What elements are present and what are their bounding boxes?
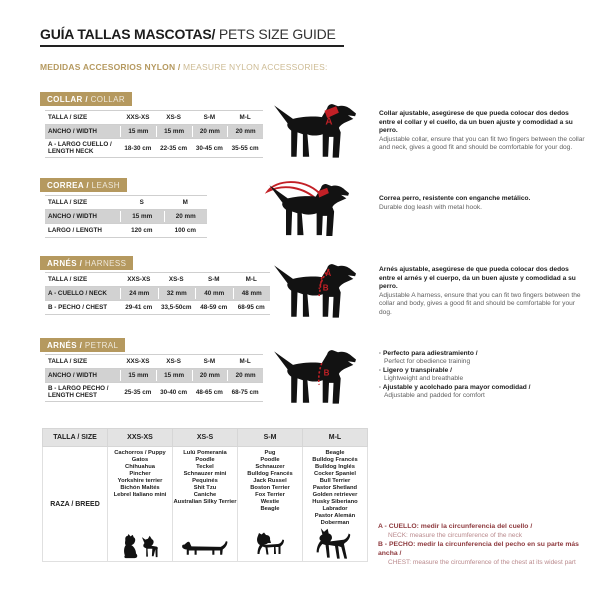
leash-header-es: CORREA / <box>47 180 90 190</box>
row-label: ANCHO / WIDTH <box>48 127 97 135</box>
chihuahua-silhouette-icon <box>141 535 161 560</box>
dog-harness-illustration <box>266 260 374 332</box>
breed-item: Golden retriever <box>312 492 358 498</box>
doberman-silhouette-icon <box>314 527 356 563</box>
page-subtitle <box>40 62 328 72</box>
table-row <box>45 224 207 238</box>
table-cell: 40 mm <box>195 288 233 299</box>
row-label: B - LARGO PECHO / LENGTH CHEST <box>48 385 109 400</box>
table-row <box>45 111 263 125</box>
breed-list <box>312 450 357 527</box>
breed-item: Bulldog Francés <box>247 471 293 477</box>
table-cell: 48-65 cm <box>195 388 223 396</box>
breed-item: Australian Silky Terrier <box>173 499 237 505</box>
collar-description-es: Collar ajustable, asegúrese de que pueda colocar dos dedos entre el collar y el cuello, da un buen ajuste y comodidad a su perro. <box>379 110 573 135</box>
silhouette-row <box>181 540 229 561</box>
page-title-es: GUÍA TALLAS MASCOTAS/ <box>40 26 216 42</box>
breed-col-xs-s <box>173 447 238 561</box>
table-cell: XS-S <box>166 358 181 365</box>
breed-list <box>114 450 167 499</box>
table-cell: 20 mm <box>192 126 228 137</box>
table-cell: S-M <box>203 114 216 121</box>
breed-col-header: S-M <box>238 429 303 446</box>
breed-item: Labrador <box>322 506 348 512</box>
table-cell: 32 mm <box>158 288 196 299</box>
breed-table <box>42 428 368 562</box>
leash-section-header <box>40 178 127 192</box>
table-row <box>45 355 263 369</box>
table-cell: XXS-XS <box>126 114 150 121</box>
harness-section-header <box>40 256 133 270</box>
breed-list <box>173 450 236 506</box>
harness-header-es: ARNÉS / <box>47 258 83 268</box>
harness-table <box>45 272 270 315</box>
breed-item: Boston Terrier <box>250 485 290 491</box>
table-cell: 25-35 cm <box>124 388 152 396</box>
row-label: TALLA / SIZE <box>48 198 88 206</box>
breed-item: Fox Terrier <box>255 492 285 498</box>
table-row <box>45 301 270 315</box>
table-cell: 24 mm <box>120 288 158 299</box>
table-row <box>45 125 263 139</box>
table-cell: 15 mm <box>156 126 192 137</box>
breed-item: Pequinés <box>192 478 218 484</box>
breed-item: Bulldog Inglés <box>315 464 355 470</box>
row-label: B - PECHO / CHEST <box>48 303 108 311</box>
table-row <box>45 287 270 301</box>
table-cell: 120 cm <box>131 227 153 234</box>
breed-col-m-l <box>303 447 367 561</box>
table-cell: 30-40 cm <box>160 388 188 396</box>
table-cell: 15 mm <box>120 126 156 137</box>
silhouette-row <box>120 534 161 561</box>
table-cell: XXS-XS <box>127 276 151 283</box>
feature-en: Lightweight and breathable <box>384 375 464 383</box>
leash-header-en: LEASH <box>89 180 120 190</box>
breed-table-header <box>42 428 368 447</box>
row-label: LARGO / LENGTH <box>48 226 102 234</box>
harness-marker-b: B <box>322 283 329 293</box>
feature-es: · Ligero y transpirable / <box>379 366 452 374</box>
leash-description-es: Correa perro, resistente con enganche metálico. <box>379 195 531 202</box>
table-cell: 20 mm <box>164 211 208 222</box>
table-cell: 33,5-50cm <box>161 304 192 311</box>
table-cell: 20 mm <box>192 370 228 381</box>
table-cell: 68-75 cm <box>231 388 259 396</box>
table-row <box>45 210 207 224</box>
collar-description-en: Adjustable collar, ensure that you can fit two fingers between the collar and neck, gives a good fit and should be comfortable for your dog. <box>379 135 585 152</box>
leash-description <box>379 195 586 212</box>
page-title <box>40 26 344 47</box>
breed-item: Yorkshire terrier <box>117 478 163 484</box>
note-es: B - PECHO: medir la circunferencia del pecho en su parte más ancha / <box>378 541 579 557</box>
breed-item: Jack Russel <box>253 478 287 484</box>
harness-description-es: Arnés ajustable, asegúrese de que pueda colocar dos dedos entre el arnés y el cuerpo, da un buen ajuste y comodidad a su perro. <box>379 266 576 291</box>
table-cell: 68-95 cm <box>237 304 265 311</box>
table-cell: 29-41 cm <box>125 304 153 311</box>
breed-item: Teckel <box>196 464 214 470</box>
row-label: ANCHO / WIDTH <box>48 371 97 379</box>
table-cell: 15 mm <box>120 211 164 222</box>
note-es: A - CUELLO: medir la circunferencia del cuello / <box>378 523 533 530</box>
breed-item: Lulú Pomerania <box>183 450 227 456</box>
breed-list <box>247 450 292 513</box>
table-cell: 18-30 cm <box>124 144 152 152</box>
petral-section-header <box>40 338 125 352</box>
table-cell: 20 mm <box>227 126 263 137</box>
dog-leash-illustration <box>258 180 370 250</box>
breed-col-header: XXS-XS <box>108 429 173 446</box>
table-cell: M <box>182 199 188 206</box>
breed-col-header: XS-S <box>173 429 238 446</box>
breed-item: Schnauzer <box>255 464 285 470</box>
page-subtitle-en: MEASURE NYLON ACCESSORIES: <box>180 62 328 72</box>
breed-size-header: TALLA / SIZE <box>43 429 108 446</box>
measurement-notes <box>378 522 590 567</box>
breed-item: Lebrel Italiano mini <box>113 492 167 498</box>
breed-col-xxs-xs <box>108 447 173 561</box>
table-cell: S-M <box>203 358 216 365</box>
breed-item: Bichón Maltés <box>120 485 160 491</box>
note-en: NECK: measure the circumference of the neck <box>388 532 523 539</box>
breed-item: Bulldog Francés <box>312 457 358 463</box>
collar-table <box>45 110 263 158</box>
feature-es: · Perfecto para adiestramiento / <box>379 350 478 357</box>
table-cell: 35-55 cm <box>231 144 259 152</box>
collar-section-header <box>40 92 132 106</box>
breed-item: Poodle <box>260 457 280 463</box>
collar-description <box>379 110 586 153</box>
row-label: ANCHO / WIDTH <box>48 212 97 220</box>
table-cell: S-M <box>207 276 220 283</box>
breed-item: Pastor Alemán <box>314 513 356 519</box>
table-cell: 20 mm <box>227 370 263 381</box>
table-cell: 30-45 cm <box>195 144 223 152</box>
breed-item: Schnauzer mini <box>183 471 227 477</box>
dog-petral-illustration <box>266 344 374 420</box>
table-cell: S <box>139 199 144 206</box>
breed-item: Chihuahua <box>125 464 155 470</box>
harness-header-en: HARNESS <box>82 258 127 268</box>
dachshund-silhouette-icon <box>181 540 229 560</box>
breed-item: Gatos <box>131 457 149 463</box>
dog-collar-illustration <box>266 100 374 172</box>
breed-item: Pug <box>264 450 276 456</box>
row-label: TALLA / SIZE <box>48 113 88 121</box>
table-row <box>45 273 270 287</box>
table-row <box>45 196 207 210</box>
row-label: TALLA / SIZE <box>48 275 88 283</box>
silhouette-row <box>314 527 356 564</box>
table-cell: 48-59 cm <box>200 304 228 311</box>
row-label: A - CUELLO / NECK <box>48 289 107 297</box>
feature-en: Adjustable and padded for comfort <box>384 392 485 400</box>
breed-item: Pincher <box>129 471 151 477</box>
harness-marker-a: A <box>325 269 332 279</box>
table-row <box>45 369 263 383</box>
note-en: CHEST: measure the circumference of the chest at its widest part <box>388 559 576 566</box>
row-label: A - LARGO CUELLO / LENGTH NECK <box>48 141 112 156</box>
breed-item: Beagle <box>260 506 280 512</box>
petral-features <box>379 350 586 400</box>
breed-item: Poodle <box>195 457 215 463</box>
leash-table <box>45 195 207 238</box>
table-cell: 15 mm <box>156 370 192 381</box>
petral-header-en: PETRAL <box>82 340 119 350</box>
breed-col-header: M-L <box>328 434 342 441</box>
harness-description <box>379 266 586 318</box>
leash-description-en: Durable dog leash with metal hook. <box>379 203 482 211</box>
petral-header-es: ARNÉS / <box>47 340 83 350</box>
breed-item: Cocker Spaniel <box>314 471 356 477</box>
breed-item: Beagle <box>325 450 345 456</box>
table-row <box>45 139 263 158</box>
schnauzer-silhouette-icon <box>254 531 287 560</box>
silhouette-row <box>254 531 287 561</box>
petral-marker-b: B <box>323 368 330 378</box>
table-cell: 48 mm <box>233 288 271 299</box>
collar-header-es: COLLAR / <box>47 94 88 104</box>
breed-item: Westie <box>260 499 280 505</box>
feature-es: · Ajustable y acolchado para mayor comodidad / <box>379 383 531 391</box>
breed-item: Bull Terrier <box>319 478 351 484</box>
breed-item: Doberman <box>320 520 350 526</box>
breed-col-s-m <box>238 447 303 561</box>
table-cell: XXS-XS <box>126 358 150 365</box>
breed-item: Caniche <box>193 492 217 498</box>
table-cell: M-L <box>239 114 251 121</box>
breed-item: Pastor Shetland <box>312 485 358 491</box>
table-cell: 22-35 cm <box>160 144 188 152</box>
page-subtitle-es: MEDIDAS ACCESORIOS NYLON / <box>40 62 181 72</box>
breed-table-body <box>42 447 368 562</box>
petral-table <box>45 354 263 402</box>
table-cell: 15 mm <box>120 370 156 381</box>
cat-silhouette-icon <box>120 534 139 560</box>
table-cell: 100 cm <box>174 227 196 234</box>
breed-item: Shit Tzu <box>193 485 217 491</box>
breed-item: Cachorros / Puppy <box>114 450 166 456</box>
row-label: TALLA / SIZE <box>48 357 88 365</box>
table-cell: XS-S <box>166 114 181 121</box>
collar-header-en: COLLAR <box>87 94 126 104</box>
table-cell: M-L <box>245 276 257 283</box>
page-title-en: PETS SIZE GUIDE <box>215 26 336 42</box>
table-cell: M-L <box>239 358 251 365</box>
table-cell: XS-S <box>168 276 184 283</box>
feature-en: Perfect for obedience training <box>384 358 471 366</box>
collar-marker-a: A <box>325 116 333 128</box>
breed-row-label: RAZA / BREED <box>43 447 108 561</box>
harness-description-en: Adjustable A harness, ensure that you can fit two fingers between the collar and body, gives a good fit and should be comfortable for your dog. <box>379 291 581 316</box>
table-row <box>45 383 263 402</box>
breed-item: Husky Siberiano <box>312 499 358 505</box>
